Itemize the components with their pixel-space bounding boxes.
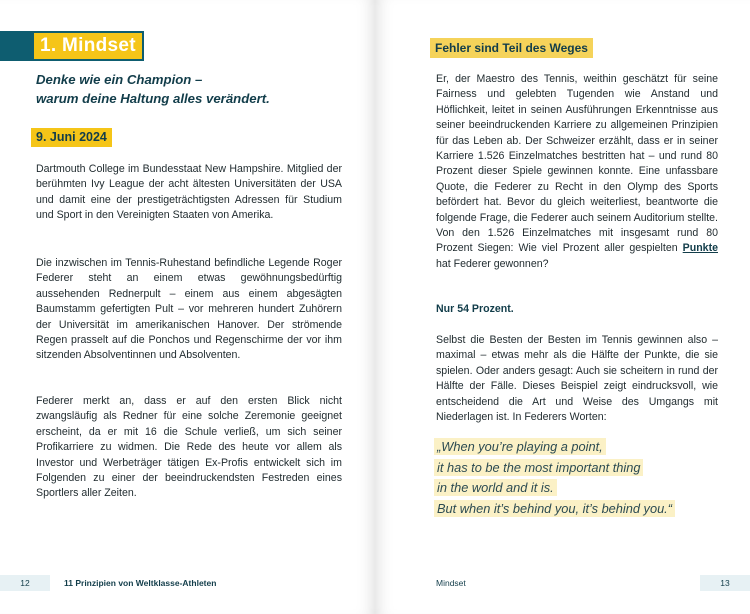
subtitle-line-1: Denke wie ein Champion – bbox=[36, 72, 203, 87]
federer-quote bbox=[434, 437, 694, 519]
section-title: Fehler sind Teil des Weges bbox=[430, 38, 593, 58]
quote-line-1: „When you’re playing a point, bbox=[434, 438, 606, 455]
chapter-subtitle bbox=[36, 70, 336, 108]
left-paragraph-1: Dartmouth College im Bundesstaat New Hampshire. Mitglied der berühmten Ivy League der acht ältesten Universitäten der USA und damit eine der prestigeträchtigsten Adressen für Studium und Sport in den Vereinigten Staaten von Amerika. bbox=[36, 163, 342, 222]
footer-running-head: Mindset bbox=[436, 578, 466, 588]
quote-line-3: in the world and it is. bbox=[434, 479, 557, 496]
quote-line-4: But when it’s behind you, it’s behind you.“ bbox=[434, 500, 675, 517]
right-paragraph-1 bbox=[436, 72, 718, 272]
right-paragraph-3: Selbst die Besten der Besten im Tennis gewinnen also – maximal – etwas mehr als die Hälfte der Punkte, die sie spielen. Oder anders gesagt: Auch sie scheitern in rund der Hälfte der Fälle. Dieses Beispiel zeigt eindrucksvoll, wie entscheidend die Art und Weise des Umgangs mit Niederlagen ist. In Federers Worten: bbox=[436, 334, 718, 424]
quote-line-2: it has to be the most important thing bbox=[434, 459, 643, 476]
page-number-right: 13 bbox=[700, 575, 750, 591]
footer-book-title: 11 Prinzipien von Weltklasse-Athleten bbox=[64, 578, 217, 588]
answer-line: Nur 54 Prozent. bbox=[436, 303, 514, 315]
left-paragraph-2: Die inzwischen im Tennis-Ruhestand befindliche Legende Roger Federer steht an einem etwas gewöhnungsbedürftig aussehenden Rednerpult – einem aus einem abgesägten Baumstamm gefertigten Pult – vor mehreren hundert Zuhörern der Universität im amerikanischen Hanover. Der strömende Regen prasselt auf die Ponchos und Regenschirme der vor ihm sitzenden Absolventinnen und Absolventen. bbox=[36, 257, 342, 362]
right-paragraph-1-text-a: Er, der Maestro des Tennis, weithin geschätzt für seine Fairness und gelebten Tugenden wie Anstand und Höflichkeit, leitet in seinen Ausführungen Erkenntnisse aus seiner beeindruckenden Karriere zu allgemeinen Prinzipien für das Leben ab. Der Schweizer erzählt, dass er in seiner Karriere 1.526 Einzelmatches bestritten hat – und rund 80 Prozent dieser Spiele gewinnen konnte. Eine unfassbare Quote, die Federer zu Recht in den Olymp des Sports befördert hat. Bevor du gleich weiterliest, beantworte die folgende Frage, die Federer auch seinem Auditorium stellte. Von den 1.526 Einzelmatches mit insgesamt rund 80 Prozent Siegen: Wie viel Prozent aller gespielten bbox=[436, 73, 718, 255]
right-paragraph-1-text-b: hat Federer gewonnen? bbox=[436, 257, 549, 270]
page-number-left: 12 bbox=[0, 575, 50, 591]
left-paragraph-3: Federer merkt an, dass er auf den ersten Blick nicht zwangsläufig als Redner für eine solche Zeremonie geeignet erscheint, da er mit 16 die Schule verließ, um sich seiner Profikarriere zu widmen. Die Rede des heute vor allem als Investor und Werbeträger tätigen Ex-Profis entwickelt sich im Folgenden zu einer der beeindruckendsten Festreden eines Sportlers aller Zeiten. bbox=[36, 395, 342, 500]
highlighted-term: Punkte bbox=[682, 242, 718, 255]
subtitle-line-2: warum deine Haltung alles verändert. bbox=[36, 91, 270, 106]
date-tag: 9. Juni 2024 bbox=[31, 128, 112, 147]
chapter-title: 1. Mindset bbox=[34, 33, 142, 59]
